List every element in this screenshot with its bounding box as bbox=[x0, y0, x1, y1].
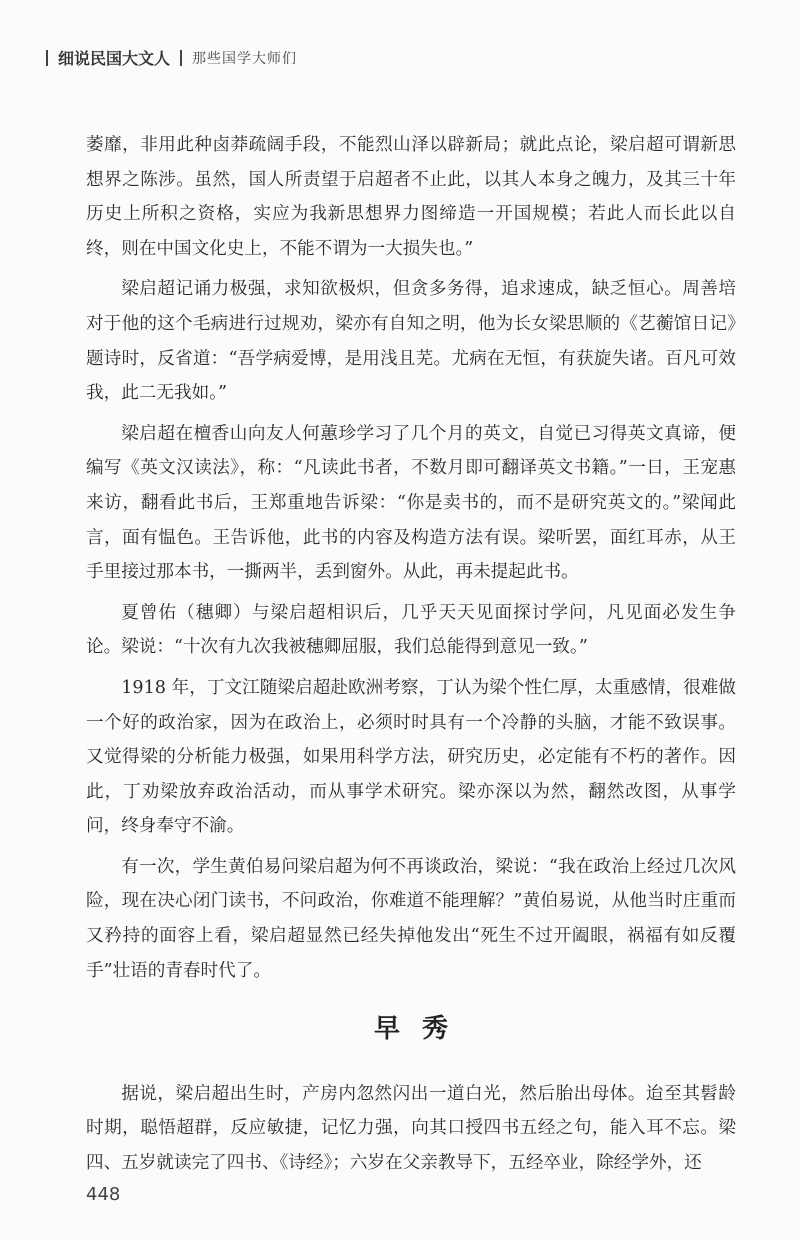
header-divider-left bbox=[46, 50, 48, 66]
paragraph: 夏曾佑（穗卿）与梁启超相识后，几乎天天见面探讨学问，凡见面必发生争论。梁说：“十次有九次我被穗卿屈服，我们总能得到意见一致。” bbox=[86, 602, 736, 658]
section-heading: 早秀 bbox=[373, 1014, 470, 1045]
paragraph: 1918 年，丁文江随梁启超赴欧洲考察，丁认为梁个性仁厚，太重感情，很难做一个好的政治家，因为在政治上，必须时时具有一个冷静的头脑，才能不致误事。又觉得梁的分析能力极强，如果用科学方法，研究历史，必定能有不朽的著作。因此，丁劝梁放弃政治活动，而从事学术研究。梁亦深以为然，翻然改图，从事学问，终身奉守不渝。 bbox=[86, 677, 736, 837]
book-subtitle: 那些国学大师们 bbox=[192, 50, 298, 67]
paragraph: 据说，梁启超出生时，产房内忽然闪出一道白光，然后胎出母体。迨至其髫龄时期，聪悟超群，反应敏捷，记忆力强，向其口授四书五经之句，能入耳不忘。梁四、五岁就读完了四书、《诗经》；六岁在父亲教导下，五经卒业，除经学外，还 bbox=[86, 1083, 736, 1174]
book-title: 细说民国大文人 bbox=[58, 49, 171, 68]
page-body bbox=[86, 128, 736, 1187]
header-divider-mid bbox=[180, 50, 182, 66]
paragraph: 梁启超记诵力极强，求知欲极炽，但贪多务得，追求速成，缺乏恒心。周善培对于他的这个毛病进行过规劝，梁亦有自知之明，他为长女梁思顺的《艺蘅馆日记》题诗时，反省道：“吾学病爱博，是用浅且芜。尤病在无恒，有获旋失诸。百凡可效我，此二无我如。” bbox=[86, 279, 736, 404]
paragraph: 梁启超在檀香山向友人何蕙珍学习了几个月的英文，自觉已习得英文真谛，便编写《英文汉读法》，称：“凡读此书者，不数月即可翻译英文书籍。”一日，王宠惠来访，翻看此书后，王郑重地告诉梁：“你是卖书的，而不是研究英文的。”梁闻此言，面有愠色。王告诉他，此书的内容及构造方法有误。梁听罢，面红耳赤，从王手里接过那本书，一撕两半，丢到窗外。从此，再未提起此书。 bbox=[86, 423, 736, 583]
running-header bbox=[46, 46, 297, 69]
paragraph: 萎靡，非用此种卤莽疏阔手段，不能烈山泽以辟新局；就此点论，梁启超可谓新思想界之陈涉。虽然，国人所责望于启超者不止此，以其人本身之魄力，及其三十年历史上所积之资格，实应为我新思想界力图缔造一开国规模；若此人而长此以自终，则在中国文化史上，不能不谓为一大损失也。” bbox=[86, 135, 736, 259]
paragraph: 有一次，学生黄伯易问梁启超为何不再谈政治，梁说：“我在政治上经过几次风险，现在决心闭门读书，不问政治，你难道不能理解？”黄伯易说，从他当时庄重而又矜持的面容上看，梁启超显然已经失掉他发出“死生不过开阖眼，祸福有如反覆手”壮语的青春时代了。 bbox=[86, 856, 736, 981]
page-number: 448 bbox=[86, 1184, 121, 1205]
